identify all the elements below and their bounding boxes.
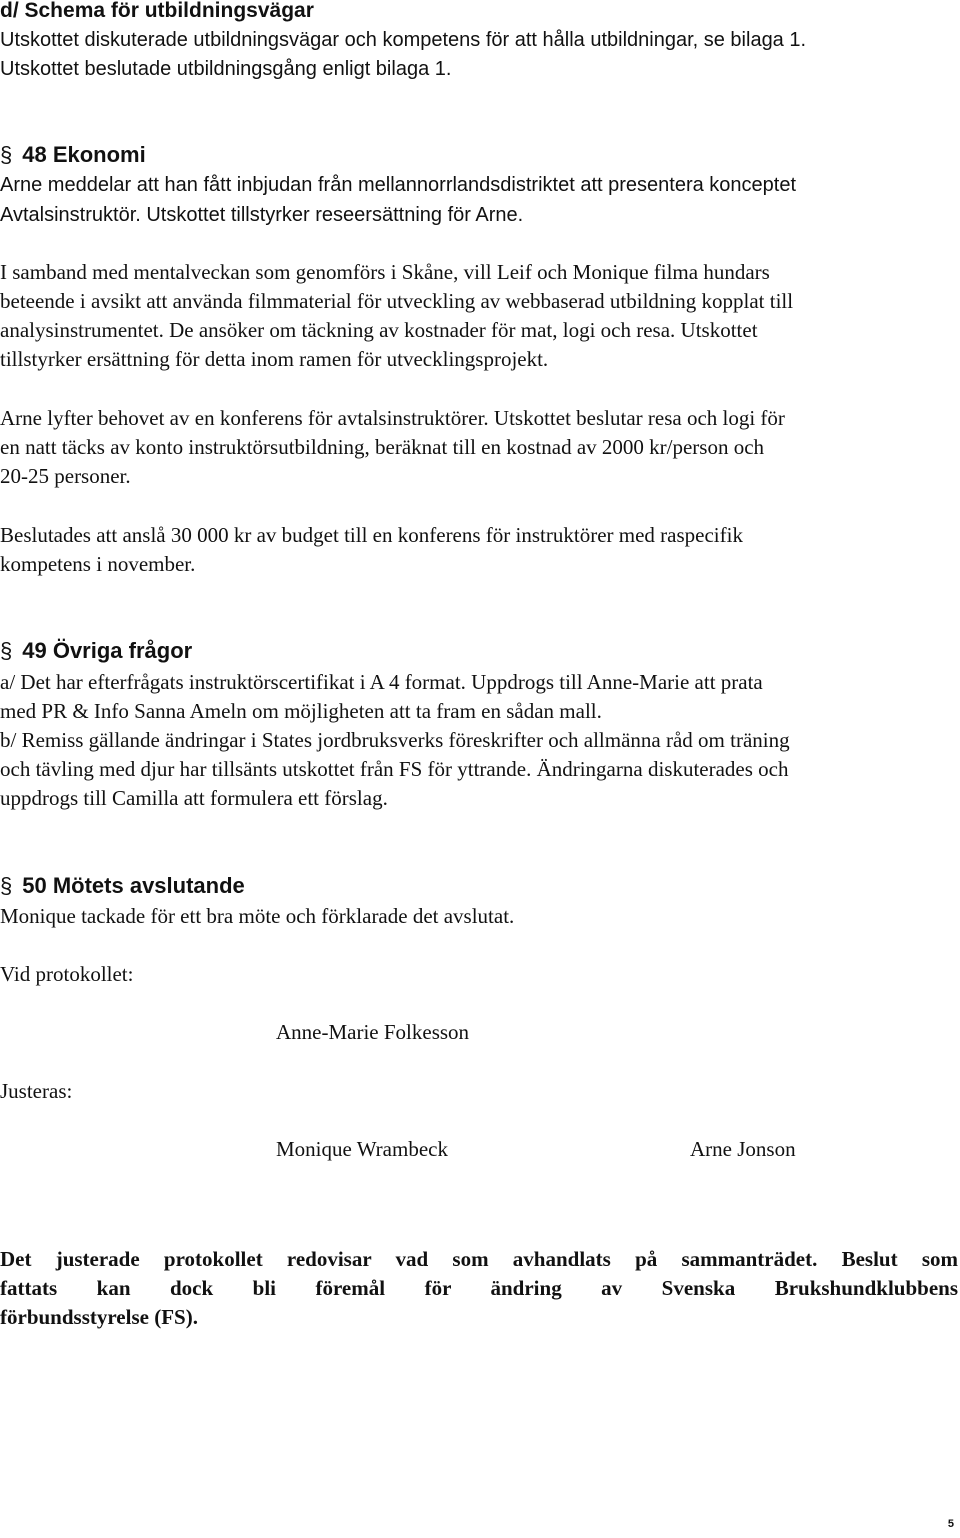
section-49-heading xyxy=(0,636,192,666)
paragraph-symbol: § xyxy=(0,142,13,167)
section-50-title: 50 Mötets avslutande xyxy=(22,873,245,898)
section-48-p1-line-2: beteende i avsikt att använda filmmaterial för utveckling av webbaserad utbildning kopplat till xyxy=(0,289,794,313)
disclaimer-line-2: fattats kan dock bli föremål för ändring av Svenska Brukshundklubbens xyxy=(0,1276,958,1300)
section-50-heading xyxy=(0,871,245,901)
section-48-intro-line-1: Arne meddelar att han fått inbjudan från mellannorrlandsdistriktet att presentera konceptet xyxy=(0,174,797,196)
section-49-title: 49 Övriga frågor xyxy=(22,638,193,663)
section-d-line-2: Utskottet beslutade utbildningsgång enligt bilaga 1. xyxy=(0,58,452,80)
section-d-line-1: Utskottet diskuterade utbildningsvägar och kompetens för att hålla utbildningar, se bilaga 1. xyxy=(0,29,807,51)
section-48-heading xyxy=(0,140,146,170)
section-48-p3-line-2: kompetens i november. xyxy=(0,552,196,576)
disclaimer-line-1: Det justerade protokollet redovisar vad som avhandlats på sammanträdet. Beslut som xyxy=(0,1247,958,1271)
section-49-line-1: a/ Det har efterfrågats instruktörscertifikat i A 4 format. Uppdrogs till Anne-Marie att prata xyxy=(0,670,763,694)
section-49-line-5: uppdrogs till Camilla att formulera ett förslag. xyxy=(0,786,388,810)
section-48-p1-line-3: analysinstrumentet. De ansöker om täckning av kostnader för mat, logi och resa. Utskottet xyxy=(0,318,758,342)
section-48-title: 48 Ekonomi xyxy=(22,142,146,167)
section-50-line: Monique tackade för ett bra möte och förklarade det avslutat. xyxy=(0,904,515,928)
adjuster-name-1: Monique Wrambeck xyxy=(276,1137,448,1161)
secretary-name: Anne-Marie Folkesson xyxy=(276,1020,470,1044)
section-48-intro-line-2: Avtalsinstruktör. Utskottet tillstyrker reseersättning för Arne. xyxy=(0,204,524,226)
section-48-p2-line-2: en natt täcks av konto instruktörsutbildning, beräknat till en kostnad av 2000 kr/person och xyxy=(0,435,765,459)
page-number: 5 xyxy=(947,1518,954,1530)
paragraph-symbol: § xyxy=(0,638,13,663)
section-48-p2-line-1: Arne lyfter behovet av en konferens för avtalsinstruktörer. Utskottet beslutar resa och logi för xyxy=(0,406,785,430)
section-48-p2-line-3: 20-25 personer. xyxy=(0,464,131,488)
paragraph-symbol: § xyxy=(0,873,13,898)
justeras-label: Justeras: xyxy=(0,1079,73,1103)
protokoll-label: Vid protokollet: xyxy=(0,962,134,986)
section-49-line-2: med PR & Info Sanna Ameln om möjligheten att ta fram en sådan mall. xyxy=(0,699,602,723)
section-49-line-4: och tävling med djur har tillsänts utskottet från FS för yttrande. Ändringarna diskuterades och xyxy=(0,757,789,781)
section-48-p3-line-1: Beslutades att anslå 30 000 kr av budget till en konferens för instruktörer med raspecifik xyxy=(0,523,743,547)
adjuster-name-2: Arne Jonson xyxy=(690,1137,796,1161)
section-49-line-3: b/ Remiss gällande ändringar i States jordbruksverks föreskrifter och allmänna råd om träning xyxy=(0,728,790,752)
disclaimer-line-3: förbundsstyrelse (FS). xyxy=(0,1305,198,1329)
section-48-p1-line-1: I samband med mentalveckan som genomförs i Skåne, vill Leif och Monique filma hundars xyxy=(0,260,770,284)
section-d-heading: d/ Schema för utbildningsvägar xyxy=(0,0,314,22)
section-48-p1-line-4: tillstyrker ersättning för detta inom ramen för utvecklingsprojekt. xyxy=(0,347,549,371)
